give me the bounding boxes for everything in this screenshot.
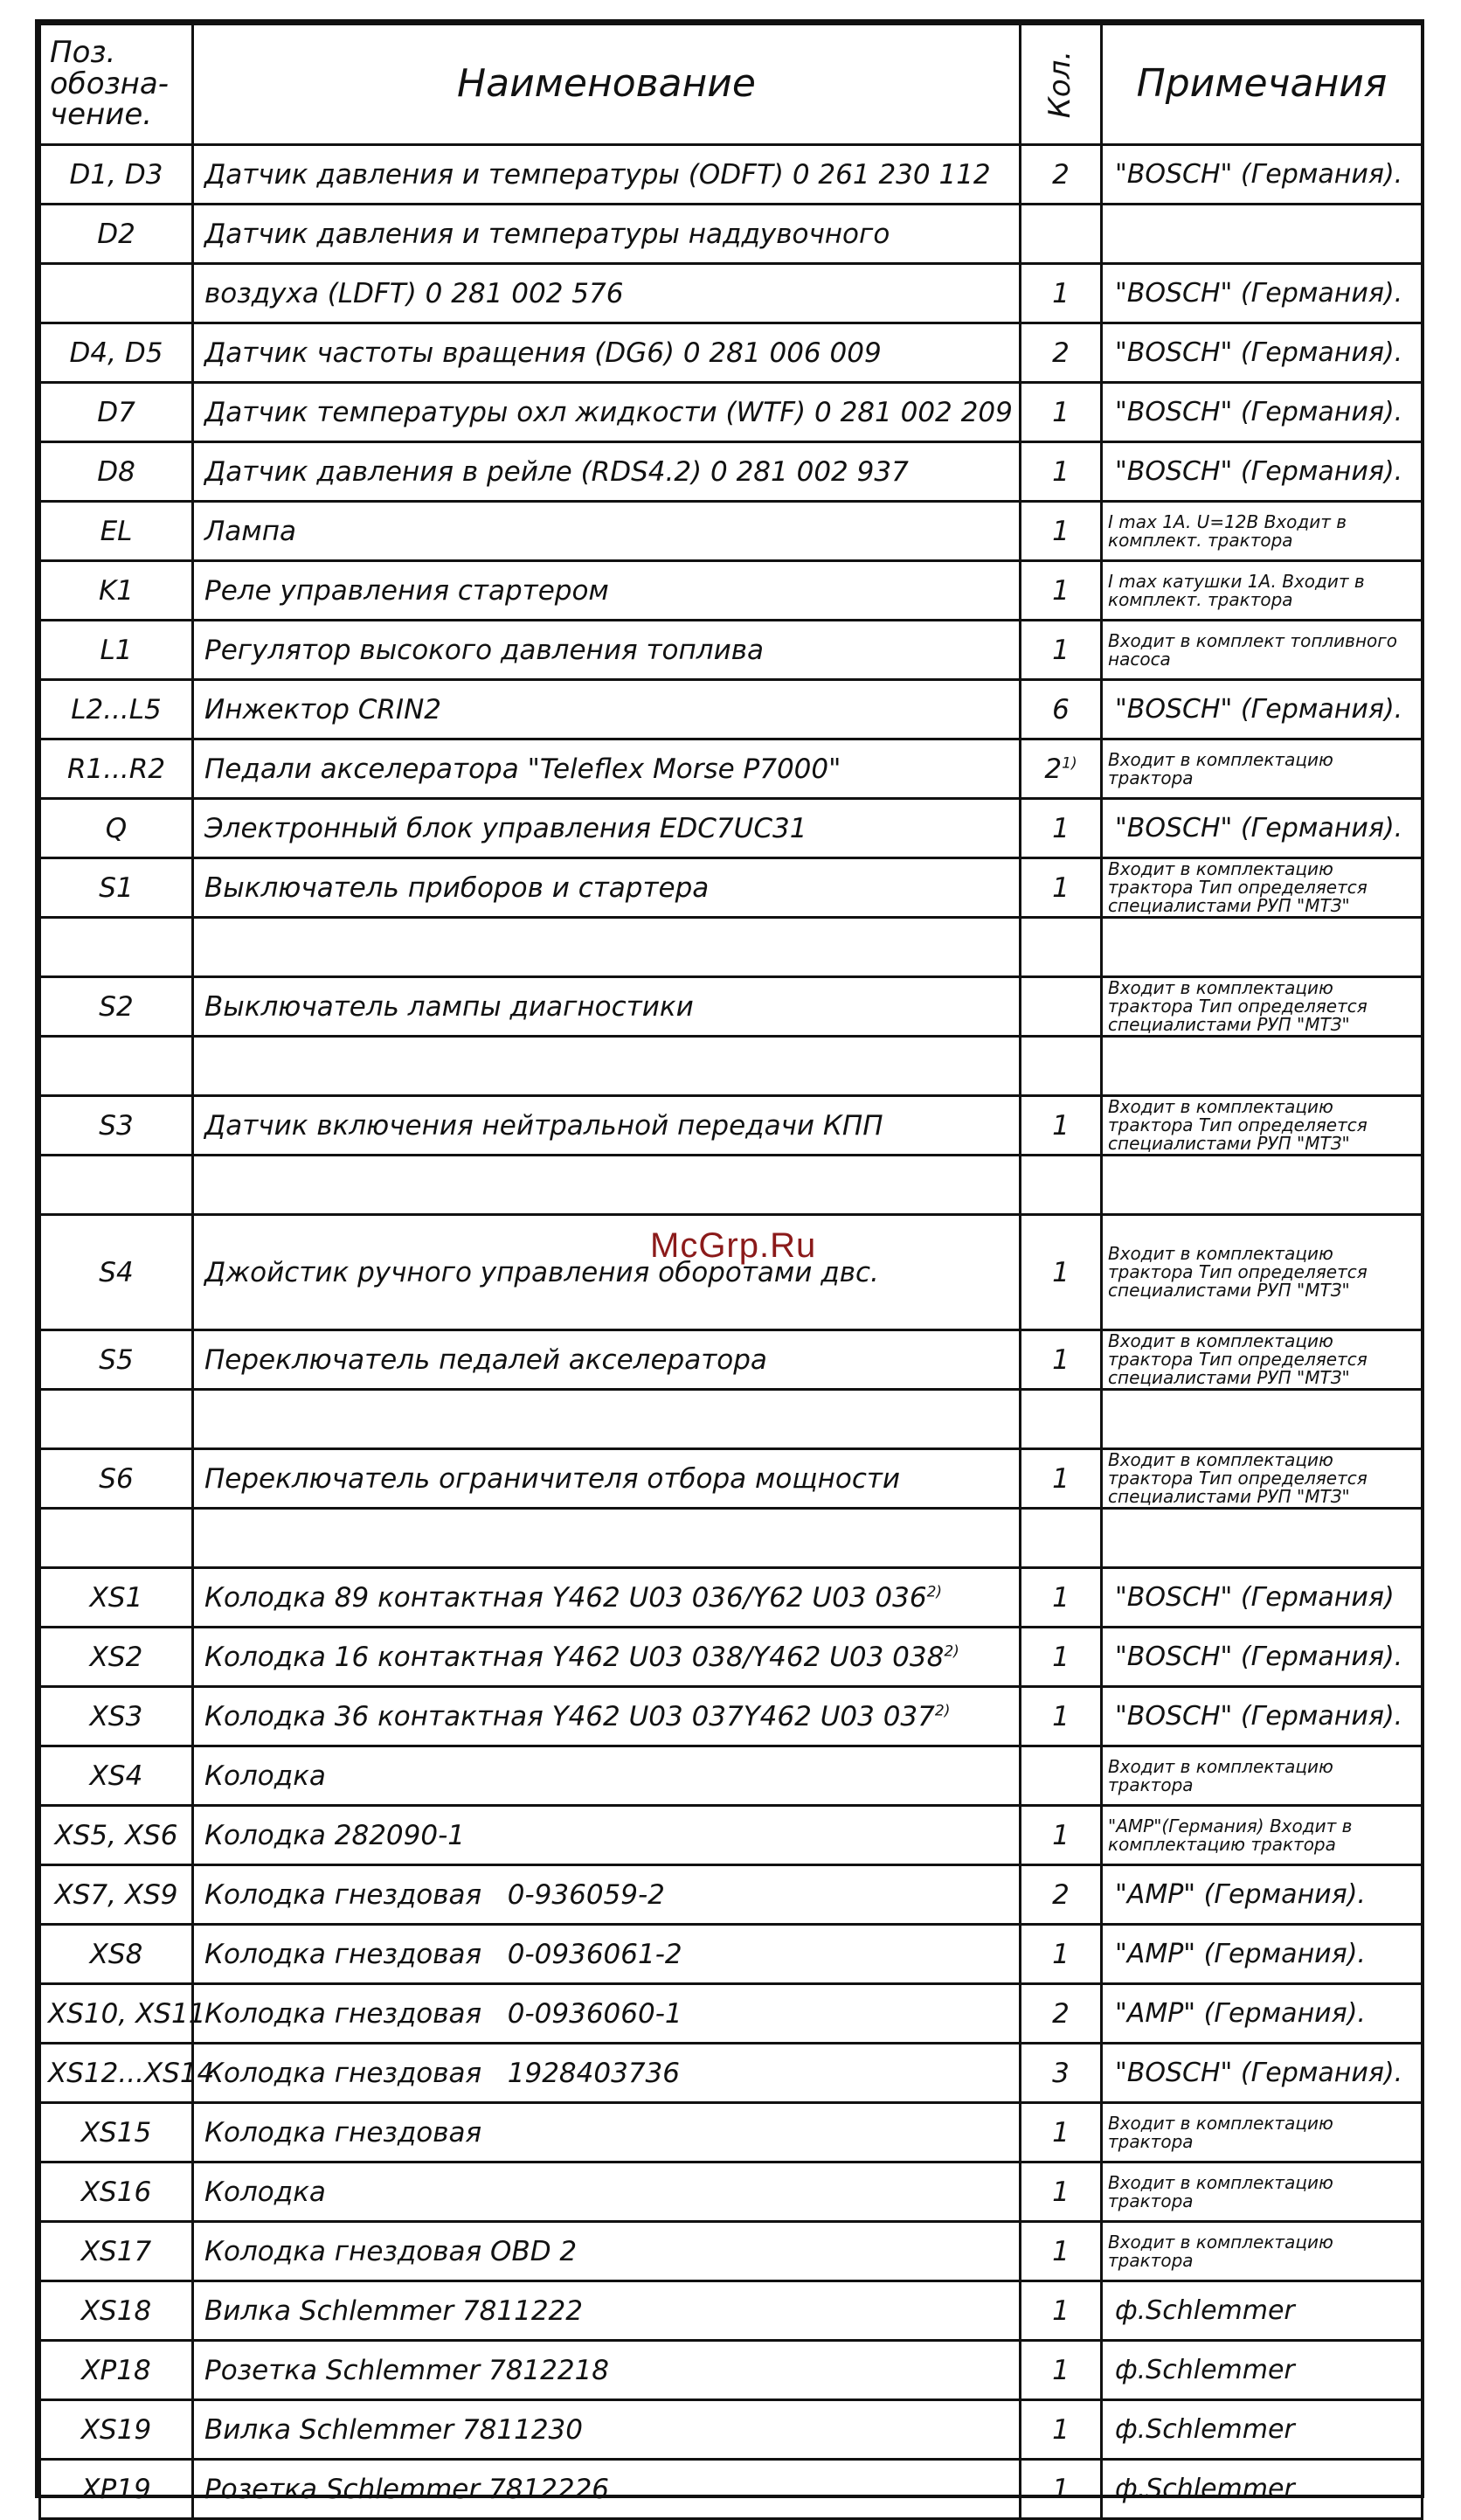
table-row — [40, 2103, 1423, 2162]
cell-note: ф.Schlemmer — [1102, 2281, 1423, 2341]
cell-qty — [1021, 858, 1102, 918]
cell-name — [193, 145, 1021, 205]
cell-name — [193, 1215, 1021, 1330]
cell-name-text: Колодка — [204, 1760, 326, 1792]
cell-qty — [1021, 799, 1102, 858]
cell-note: Входит в комплектацию трактора — [1102, 2103, 1423, 2162]
cell-qty — [1021, 1156, 1102, 1215]
cell-name — [193, 858, 1021, 918]
cell-note — [1102, 1390, 1423, 1449]
footnote-mark: 2) — [944, 1642, 959, 1661]
cell-name — [193, 205, 1021, 264]
table-row — [40, 680, 1423, 739]
cell-name-text: Колодка 36 контактная Y462 U03 037Y462 U03 037 — [204, 1700, 935, 1732]
cell-qty — [1021, 1628, 1102, 1687]
cell-name-text: Колодка гнездовая 1928403736 — [204, 2057, 680, 2089]
cell-position: XS18 — [40, 2281, 193, 2341]
cell-note: Входит в комплектацию трактора — [1102, 1746, 1423, 1806]
cell-position: XS1 — [40, 1568, 193, 1628]
table-row — [40, 1330, 1423, 1390]
cell-name-text: Колодка гнездовая — [204, 2116, 482, 2149]
cell-name-text: Колодка гнездовая 0-0936060-1 — [204, 1997, 682, 2030]
cell-name-text: Джойстик ручного управления оборотами двс. — [204, 1256, 879, 1288]
cell-qty-text: 1 — [1052, 515, 1070, 547]
cell-note: "AMP" (Германия). — [1102, 1865, 1423, 1925]
cell-note: "BOSCH" (Германия) — [1102, 1568, 1423, 1628]
cell-qty-text: 1 — [1052, 1462, 1070, 1495]
table-row — [40, 323, 1423, 383]
cell-qty — [1021, 383, 1102, 442]
cell-qty — [1021, 2103, 1102, 2162]
cell-note — [1102, 205, 1423, 264]
cell-name-text: Датчик давления и температуры наддувочного — [204, 218, 890, 250]
cell-name — [193, 1390, 1021, 1449]
cell-note: Входит в комплектацию трактора Тип определяется специалистами РУП "МТЗ" — [1102, 977, 1423, 1037]
cell-qty — [1021, 1925, 1102, 1984]
cell-qty — [1021, 1096, 1102, 1156]
table-row — [40, 2281, 1423, 2341]
cell-qty — [1021, 1449, 1102, 1509]
cell-position: XP19 — [40, 2460, 193, 2519]
cell-position — [40, 1390, 193, 1449]
header-qty: Кол. — [1021, 24, 1102, 145]
cell-qty-text: 1 — [1052, 455, 1070, 488]
cell-qty — [1021, 561, 1102, 621]
cell-qty — [1021, 680, 1102, 739]
cell-name — [193, 1096, 1021, 1156]
table-row — [40, 1215, 1423, 1330]
cell-name — [193, 1509, 1021, 1568]
cell-qty-text: 1 — [1052, 277, 1070, 309]
cell-note: "BOSCH" (Германия). — [1102, 680, 1423, 739]
cell-qty-text: 6 — [1052, 693, 1070, 725]
cell-qty-text: 1 — [1052, 2354, 1070, 2386]
cell-qty-text: 1 — [1052, 2413, 1070, 2446]
table-row — [40, 2222, 1423, 2281]
cell-position: XS10, XS11 — [40, 1984, 193, 2044]
cell-qty-text: 2 — [1052, 158, 1070, 191]
cell-name-text: Вилка Schlemmer 7811222 — [204, 2294, 583, 2327]
cell-name-text: Датчик частоты вращения (DG6) 0 281 006 009 — [204, 337, 882, 369]
cell-name-text: Переключатель педалей акселератора — [204, 1343, 767, 1376]
cell-position: XS15 — [40, 2103, 193, 2162]
table-row — [40, 2460, 1423, 2519]
cell-name — [193, 2103, 1021, 2162]
cell-position: XS17 — [40, 2222, 193, 2281]
cell-name — [193, 2222, 1021, 2281]
cell-qty — [1021, 2341, 1102, 2400]
cell-qty — [1021, 977, 1102, 1037]
header-name: Наименование — [193, 24, 1021, 145]
cell-qty — [1021, 2460, 1102, 2519]
cell-name — [193, 2400, 1021, 2460]
cell-note: "BOSCH" (Германия). — [1102, 323, 1423, 383]
cell-qty-text: 2 — [1052, 337, 1070, 369]
cell-note: Входит в комплектацию трактора Тип определяется специалистами РУП "МТЗ" — [1102, 1330, 1423, 1390]
cell-position — [40, 918, 193, 977]
cell-qty-text: 1 — [1052, 1819, 1070, 1851]
table-row — [40, 1390, 1423, 1449]
cell-position: XS2 — [40, 1628, 193, 1687]
table-row — [40, 1096, 1423, 1156]
cell-name-text: Розетка Schlemmer 7812226 — [204, 2473, 610, 2505]
cell-note: "BOSCH" (Германия). — [1102, 2044, 1423, 2103]
cell-name-text: Колодка 282090-1 — [204, 1819, 466, 1851]
table-row — [40, 918, 1423, 977]
cell-position: XS7, XS9 — [40, 1865, 193, 1925]
cell-position: S6 — [40, 1449, 193, 1509]
cell-position — [40, 264, 193, 323]
cell-name-text: Датчик включения нейтральной передачи КПП — [204, 1109, 883, 1142]
cell-position: S1 — [40, 858, 193, 918]
cell-qty-text: 2 — [1052, 1997, 1070, 2030]
cell-position: L2...L5 — [40, 680, 193, 739]
cell-qty — [1021, 621, 1102, 680]
table-row — [40, 858, 1423, 918]
table-row — [40, 1925, 1423, 1984]
cell-qty-text: 2 — [1044, 753, 1063, 785]
cell-qty — [1021, 2400, 1102, 2460]
table-row — [40, 1865, 1423, 1925]
cell-qty-text: 1 — [1052, 1256, 1070, 1288]
cell-qty-text: 1 — [1052, 2473, 1070, 2505]
cell-qty-text: 1 — [1052, 2235, 1070, 2267]
table-row — [40, 977, 1423, 1037]
cell-note: ф.Schlemmer — [1102, 2341, 1423, 2400]
cell-qty-text: 1 — [1052, 2294, 1070, 2327]
cell-name — [193, 799, 1021, 858]
cell-name-text: Колодка — [204, 2176, 326, 2208]
cell-qty — [1021, 1746, 1102, 1806]
cell-name — [193, 1156, 1021, 1215]
cell-name — [193, 918, 1021, 977]
cell-note: "BOSCH" (Германия). — [1102, 264, 1423, 323]
cell-note — [1102, 918, 1423, 977]
cell-position — [40, 1156, 193, 1215]
cell-name-text: Электронный блок управления EDC7UC31 — [204, 812, 807, 844]
cell-qty — [1021, 1865, 1102, 1925]
cell-note: "BOSCH" (Германия). — [1102, 799, 1423, 858]
cell-position: D7 — [40, 383, 193, 442]
cell-qty-text: 1 — [1052, 574, 1070, 607]
table-row — [40, 621, 1423, 680]
cell-name-text: Переключатель ограничителя отбора мощности — [204, 1462, 901, 1495]
cell-position: Q — [40, 799, 193, 858]
cell-qty-text: 1 — [1052, 1581, 1070, 1614]
cell-name — [193, 323, 1021, 383]
cell-name-text: воздуха (LDFT) 0 281 002 576 — [204, 277, 624, 309]
cell-qty — [1021, 502, 1102, 561]
cell-position: S4 — [40, 1215, 193, 1330]
cell-note: Входит в комплектацию трактора Тип определяется специалистами РУП "МТЗ" — [1102, 1449, 1423, 1509]
cell-name-text: Выключатель лампы диагностики — [204, 990, 694, 1023]
cell-name — [193, 1330, 1021, 1390]
cell-note: I max 1A. U=12B Входит в комплект. трактора — [1102, 502, 1423, 561]
cell-note: "AMP"(Германия) Входит в комплектацию трактора — [1102, 1806, 1423, 1865]
footnote-mark: 2) — [934, 1702, 951, 1720]
table-row — [40, 145, 1423, 205]
cell-position: XS16 — [40, 2162, 193, 2222]
cell-qty-text: 1 — [1052, 396, 1070, 428]
cell-qty-text: 1 — [1052, 871, 1070, 904]
cell-qty — [1021, 1390, 1102, 1449]
cell-qty — [1021, 1984, 1102, 2044]
cell-qty-text: 1 — [1052, 2116, 1070, 2149]
cell-name-text: Лампа — [204, 515, 296, 547]
cell-note: "BOSCH" (Германия). — [1102, 383, 1423, 442]
cell-note: I max катушки 1A. Входит в комплект. трактора — [1102, 561, 1423, 621]
cell-position: XS5, XS6 — [40, 1806, 193, 1865]
cell-qty — [1021, 1215, 1102, 1330]
cell-position: S2 — [40, 977, 193, 1037]
table-row — [40, 205, 1423, 264]
table-row — [40, 1037, 1423, 1096]
cell-qty — [1021, 264, 1102, 323]
table-row — [40, 1628, 1423, 1687]
cell-qty — [1021, 1568, 1102, 1628]
cell-qty — [1021, 1687, 1102, 1746]
cell-name — [193, 977, 1021, 1037]
cell-name — [193, 442, 1021, 502]
cell-note: "BOSCH" (Германия). — [1102, 442, 1423, 502]
cell-position: XS3 — [40, 1687, 193, 1746]
cell-note: Входит в комплектацию трактора Тип определяется специалистами РУП "МТЗ" — [1102, 1096, 1423, 1156]
table-row — [40, 2044, 1423, 2103]
table-row — [40, 1806, 1423, 1865]
cell-qty — [1021, 205, 1102, 264]
cell-note: "BOSCH" (Германия). — [1102, 1628, 1423, 1687]
footnote-mark: 1) — [1062, 754, 1077, 773]
cell-qty — [1021, 442, 1102, 502]
header-notes: Примечания — [1102, 24, 1423, 145]
cell-name — [193, 383, 1021, 442]
cell-note: Входит в комплектацию трактора — [1102, 2162, 1423, 2222]
cell-qty-text: 1 — [1052, 812, 1070, 844]
cell-position: EL — [40, 502, 193, 561]
table-row — [40, 799, 1423, 858]
cell-name-text: Датчик давления и температуры (ODFT) 0 261 230 112 — [204, 158, 991, 191]
cell-qty — [1021, 739, 1102, 799]
cell-qty — [1021, 918, 1102, 977]
cell-qty — [1021, 323, 1102, 383]
cell-qty — [1021, 2281, 1102, 2341]
cell-name — [193, 1568, 1021, 1628]
table-row — [40, 1509, 1423, 1568]
specification-sheet — [35, 19, 1424, 2505]
cell-note: "AMP" (Германия). — [1102, 1925, 1423, 1984]
cell-note: Входит в комплект топливного насоса — [1102, 621, 1423, 680]
table-row — [40, 1984, 1423, 2044]
cell-qty-text: 1 — [1052, 1938, 1070, 1970]
cell-name — [193, 561, 1021, 621]
cell-name — [193, 621, 1021, 680]
cell-name-text: Реле управления стартером — [204, 574, 609, 607]
cell-name — [193, 2044, 1021, 2103]
cell-name-text: Розетка Schlemmer 7812218 — [204, 2354, 610, 2386]
cell-position: S5 — [40, 1330, 193, 1390]
cell-position: D2 — [40, 205, 193, 264]
cell-name — [193, 2460, 1021, 2519]
cell-name — [193, 680, 1021, 739]
cell-name — [193, 1037, 1021, 1096]
cell-note: Входит в комплектацию трактора — [1102, 2222, 1423, 2281]
cell-position: D1, D3 — [40, 145, 193, 205]
cell-note — [1102, 1037, 1423, 1096]
cell-note: ф.Schlemmer — [1102, 2460, 1423, 2519]
cell-name — [193, 1746, 1021, 1806]
table-body — [40, 145, 1423, 2519]
cell-position: R1...R2 — [40, 739, 193, 799]
table-row — [40, 2400, 1423, 2460]
cell-name — [193, 1687, 1021, 1746]
cell-name — [193, 2162, 1021, 2222]
cell-position: D8 — [40, 442, 193, 502]
cell-name — [193, 1628, 1021, 1687]
parts-table — [38, 23, 1423, 2520]
cell-name — [193, 1449, 1021, 1509]
cell-qty-text: 1 — [1052, 1343, 1070, 1376]
cell-qty-text: 2 — [1052, 1878, 1070, 1911]
cell-name-text: Вилка Schlemmer 7811230 — [204, 2413, 583, 2446]
cell-position: L1 — [40, 621, 193, 680]
cell-name-text: Колодка 16 контактная Y462 U03 038/Y462 U03 038 — [204, 1641, 945, 1673]
table-row — [40, 2162, 1423, 2222]
cell-name-text: Инжектор CRIN2 — [204, 693, 441, 725]
cell-qty — [1021, 1330, 1102, 1390]
footnote-mark: 2) — [926, 1583, 943, 1601]
cell-name-text: Колодка 89 контактная Y462 U03 036/Y62 U03 036 — [204, 1581, 927, 1614]
table-row — [40, 383, 1423, 442]
cell-name — [193, 502, 1021, 561]
table-row — [40, 1687, 1423, 1746]
cell-name — [193, 1984, 1021, 2044]
cell-name-text: Датчик температуры охл жидкости (WTF) 0 281 002 209 — [204, 396, 1013, 428]
cell-name-text: Выключатель приборов и стартера — [204, 871, 710, 904]
table-row — [40, 502, 1423, 561]
table-row — [40, 561, 1423, 621]
table-row — [40, 1156, 1423, 1215]
cell-position — [40, 1037, 193, 1096]
cell-qty-text: 1 — [1052, 2176, 1070, 2208]
cell-name — [193, 2281, 1021, 2341]
watermark: McGrp.Ru — [650, 1226, 817, 1265]
table-row — [40, 1568, 1423, 1628]
cell-qty — [1021, 2162, 1102, 2222]
cell-note: Входит в комплектацию трактора — [1102, 739, 1423, 799]
cell-note — [1102, 1509, 1423, 1568]
cell-qty — [1021, 1509, 1102, 1568]
table-row — [40, 1449, 1423, 1509]
cell-name-text: Колодка гнездовая OBD 2 — [204, 2235, 578, 2267]
cell-position: XS12...XS14 — [40, 2044, 193, 2103]
cell-note: Входит в комплектацию трактора Тип определяется специалистами РУП "МТЗ" — [1102, 1215, 1423, 1330]
cell-name-text: Колодка гнездовая 0-0936061-2 — [204, 1938, 682, 1970]
cell-qty — [1021, 1037, 1102, 1096]
cell-name — [193, 1925, 1021, 1984]
cell-position: D4, D5 — [40, 323, 193, 383]
cell-position: K1 — [40, 561, 193, 621]
cell-name-text: Колодка гнездовая 0-936059-2 — [204, 1878, 665, 1911]
table-row — [40, 739, 1423, 799]
header-row — [40, 24, 1423, 145]
cell-position: XP18 — [40, 2341, 193, 2400]
cell-qty-text: 1 — [1052, 1641, 1070, 1673]
cell-name — [193, 739, 1021, 799]
table-row — [40, 1746, 1423, 1806]
cell-qty — [1021, 2044, 1102, 2103]
cell-note: ф.Schlemmer — [1102, 2400, 1423, 2460]
cell-qty-text: 1 — [1052, 634, 1070, 666]
cell-position: XS8 — [40, 1925, 193, 1984]
cell-name — [193, 2341, 1021, 2400]
cell-qty — [1021, 1806, 1102, 1865]
cell-name-text: Датчик давления в рейле (RDS4.2) 0 281 002 937 — [204, 455, 909, 488]
cell-position: XS19 — [40, 2400, 193, 2460]
table-row — [40, 442, 1423, 502]
cell-name — [193, 1865, 1021, 1925]
cell-qty-text: 1 — [1052, 1109, 1070, 1142]
cell-position: XS4 — [40, 1746, 193, 1806]
cell-position: S3 — [40, 1096, 193, 1156]
cell-name — [193, 1806, 1021, 1865]
cell-note: "BOSCH" (Германия). — [1102, 145, 1423, 205]
cell-note: "BOSCH" (Германия). — [1102, 1687, 1423, 1746]
cell-note — [1102, 1156, 1423, 1215]
cell-qty-text: 1 — [1052, 1700, 1070, 1732]
cell-note: Входит в комплектацию трактора Тип определяется специалистами РУП "МТЗ" — [1102, 858, 1423, 918]
cell-qty — [1021, 2222, 1102, 2281]
cell-name-text: Педали акселератора "Teleflex Morse P7000" — [204, 753, 841, 785]
cell-note: "AMP" (Германия). — [1102, 1984, 1423, 2044]
cell-qty-text: 3 — [1052, 2057, 1070, 2089]
table-row — [40, 264, 1423, 323]
cell-qty — [1021, 145, 1102, 205]
cell-position — [40, 1509, 193, 1568]
header-position: Поз. обозна- чение. — [40, 24, 193, 145]
cell-name — [193, 264, 1021, 323]
cell-name-text: Регулятор высокого давления топлива — [204, 634, 764, 666]
table-row — [40, 2341, 1423, 2400]
